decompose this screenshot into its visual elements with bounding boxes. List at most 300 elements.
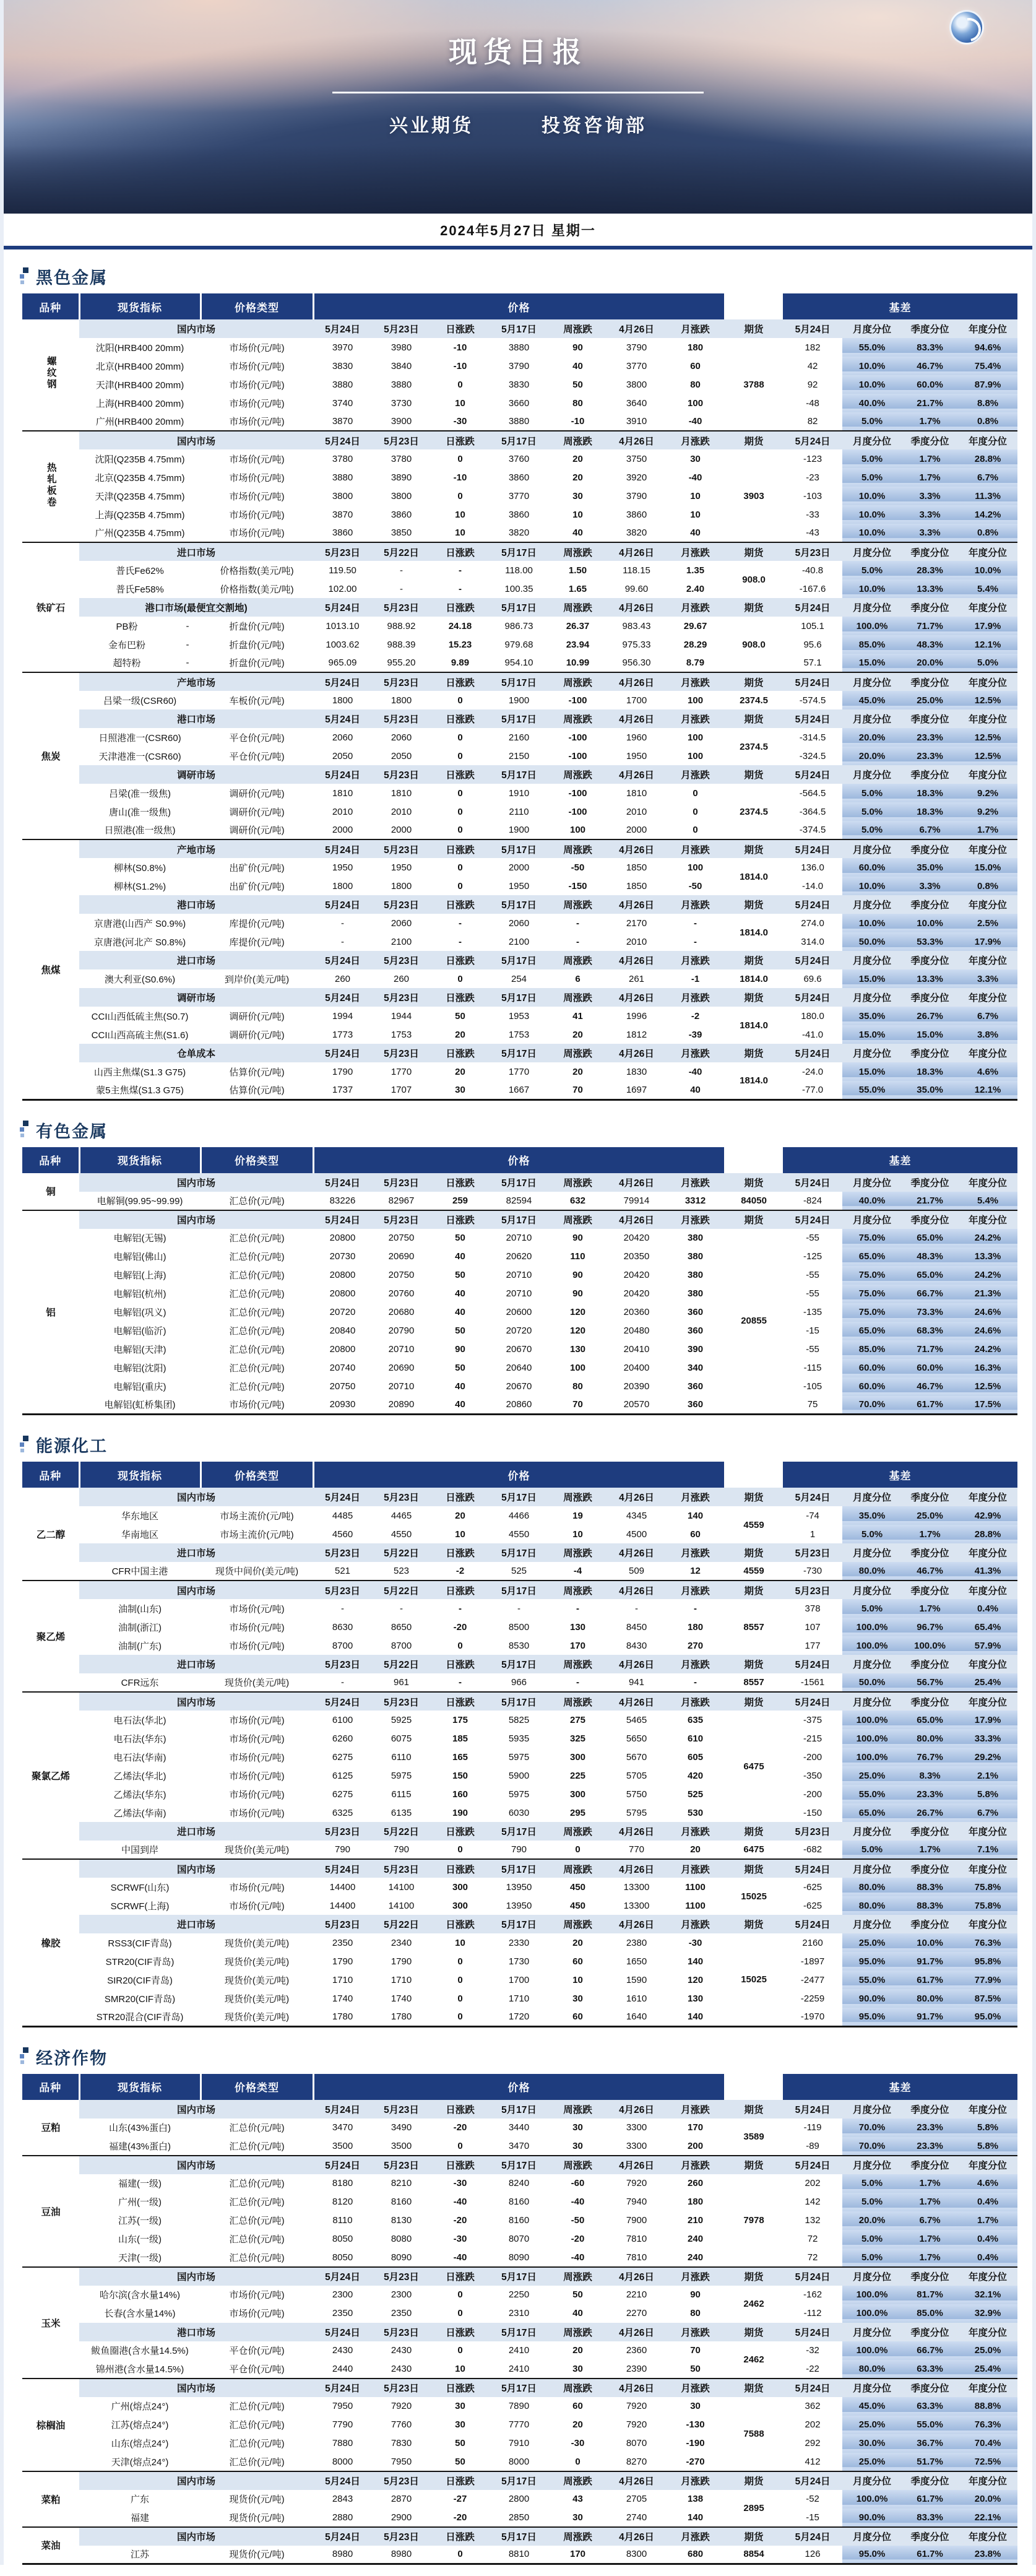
date-column-header: 周涨跌 <box>548 1822 607 1841</box>
market-subheader-row <box>22 2527 1017 2546</box>
price-cell: 5935 <box>490 1729 548 1748</box>
basis-value-cell: -625 <box>783 1878 842 1896</box>
date-column-header: 月涨跌 <box>666 1543 725 1562</box>
change-cell: - <box>548 1599 607 1618</box>
change-cell: -40 <box>431 2249 490 2267</box>
percentile-cell: 80.0% <box>902 1989 958 2008</box>
percentile-cell: 1.7% <box>902 2174 958 2193</box>
price-cell: 5925 <box>372 1711 431 1729</box>
price-cell: 20420 <box>607 1285 666 1303</box>
change-cell: 180 <box>666 1618 725 1636</box>
indicator-cell: STR20混合(CIF青岛) <box>79 2008 201 2026</box>
date-column-header: 周涨跌 <box>548 319 607 338</box>
table-header-row <box>22 2074 1017 2100</box>
change-cell: 20 <box>431 1506 490 1525</box>
change-cell: 525 <box>666 1785 725 1803</box>
table-row <box>22 1766 1017 1785</box>
change-cell: 15.23 <box>431 635 490 654</box>
price-cell: 3640 <box>607 394 666 412</box>
price-cell: 4466 <box>490 1506 548 1525</box>
price-cell: 20930 <box>313 1396 372 1415</box>
price-cell: 3770 <box>607 357 666 375</box>
basis-date-header: 5月23日 <box>783 1581 842 1599</box>
price-cell: 954.10 <box>490 654 548 672</box>
table-row <box>22 2434 1017 2453</box>
price-cell: 1707 <box>372 1081 431 1099</box>
price-type-cell: 市场价(元/吨) <box>201 2304 313 2323</box>
change-cell: - <box>548 1673 607 1692</box>
variety-label: 铜 <box>46 1187 56 1197</box>
percentile-cell: 85.0% <box>842 635 902 654</box>
change-cell: 40 <box>548 357 607 375</box>
percentile-cell: 66.7% <box>902 2341 958 2360</box>
price-cell: 1944 <box>372 1007 431 1025</box>
price-type-cell: 库提价(元/吨) <box>201 914 313 932</box>
variety-label: 橡胶 <box>41 1938 61 1949</box>
market-subheader-row <box>22 1859 1017 1878</box>
price-cell: 988.92 <box>372 617 431 635</box>
change-cell: -50 <box>548 2211 607 2230</box>
market-subheader-row <box>22 1543 1017 1562</box>
change-cell: -20 <box>431 1618 490 1636</box>
basis-date-header: 5月24日 <box>783 895 842 914</box>
percentile-cell: 12.5% <box>958 1377 1017 1396</box>
percentile-cell: 5.0% <box>842 2193 902 2211</box>
percentile-cell: 17.9% <box>958 932 1017 951</box>
price-type-cell: 市场价(元/吨) <box>201 2286 313 2304</box>
price-cell: 2060 <box>372 728 431 747</box>
change-cell: -40 <box>666 468 725 487</box>
table-row <box>22 487 1017 505</box>
futures-cell <box>725 1599 783 1618</box>
price-cell: 6275 <box>313 1785 372 1803</box>
change-cell: 8.79 <box>666 654 725 672</box>
market-subheader-row <box>22 1044 1017 1062</box>
change-cell: 10 <box>548 1525 607 1543</box>
market-label: 国内市场 <box>79 2471 313 2490</box>
futures-cell <box>725 412 783 431</box>
variety-cell <box>22 839 79 1099</box>
change-cell: 120 <box>666 1971 725 1989</box>
futures-column-header: 期货 <box>725 765 783 784</box>
percentile-column-header: 季度分位 <box>902 951 958 969</box>
percentile-cell: 42.9% <box>958 1506 1017 1525</box>
change-cell: 90 <box>666 2286 725 2304</box>
percentile-cell: 28.8% <box>958 1525 1017 1543</box>
date-column-header: 月涨跌 <box>666 1859 725 1878</box>
date-column-header: 5月17日 <box>490 1915 548 1933</box>
market-label: 调研市场 <box>79 765 313 784</box>
price-cell: 1667 <box>490 1081 548 1099</box>
price-cell: 2100 <box>490 932 548 951</box>
price-cell: 20710 <box>490 1285 548 1303</box>
percentile-cell: 100.0% <box>842 1729 902 1748</box>
price-cell: 2010 <box>607 802 666 821</box>
price-cell: 2350 <box>313 2304 372 2323</box>
percentile-cell: 23.8% <box>958 2546 1017 2564</box>
date-column-header: 4月26日 <box>607 1915 666 1933</box>
percentile-cell: 55.0% <box>842 338 902 357</box>
price-cell: 1697 <box>607 1081 666 1099</box>
futures-column-header: 期货 <box>725 672 783 691</box>
table-row <box>22 858 1017 877</box>
price-cell: 5795 <box>607 1803 666 1822</box>
market-label: 进口市场 <box>79 1822 313 1841</box>
percentile-cell: 10.0% <box>842 877 902 895</box>
percentile-cell: 80.0% <box>842 2360 902 2379</box>
basis-value-cell: -162 <box>783 2286 842 2304</box>
percentile-cell: 46.7% <box>902 1562 958 1581</box>
date-column-header: 5月23日 <box>372 2100 431 2118</box>
price-cell: 1740 <box>313 1989 372 2008</box>
indicator-cell <box>79 654 201 672</box>
date-column-header: 日涨跌 <box>431 839 490 858</box>
basis-value-cell: 72 <box>783 2249 842 2267</box>
price-type-cell: 市场价(元/吨) <box>201 449 313 468</box>
price-cell: 2843 <box>313 2490 372 2509</box>
percentile-column-header: 年度分位 <box>958 1581 1017 1599</box>
basis-value-cell: -625 <box>783 1896 842 1915</box>
price-cell: 20860 <box>490 1396 548 1415</box>
date-column-header: 周涨跌 <box>548 839 607 858</box>
price-cell: 20710 <box>372 1340 431 1359</box>
date-column-header: 日涨跌 <box>431 1692 490 1711</box>
market-label: 国内市场 <box>79 1581 313 1599</box>
price-cell: 1850 <box>607 877 666 895</box>
price-cell: 8110 <box>313 2211 372 2230</box>
date-column-header: 日涨跌 <box>431 2323 490 2341</box>
date-column-header: 日涨跌 <box>431 765 490 784</box>
table-header-row <box>22 293 1017 319</box>
percentile-column-header: 季度分位 <box>902 319 958 338</box>
table-row <box>22 468 1017 487</box>
table-row <box>22 2008 1017 2026</box>
market-subheader-row <box>22 709 1017 728</box>
table-row <box>22 691 1017 709</box>
price-cell: 1740 <box>372 1989 431 2008</box>
change-cell: 90 <box>548 1266 607 1285</box>
percentile-cell: 9.2% <box>958 802 1017 821</box>
price-cell: 1790 <box>313 1062 372 1081</box>
percentile-cell: 83.3% <box>902 338 958 357</box>
price-cell: 1737 <box>313 1081 372 1099</box>
percentile-column-header: 月度分位 <box>842 765 902 784</box>
date-column-header: 周涨跌 <box>548 1692 607 1711</box>
market-label: 国内市场 <box>79 431 313 449</box>
basis-value-cell: 2160 <box>783 1933 842 1952</box>
market-subheader-row <box>22 2100 1017 2118</box>
date-column-header: 5月23日 <box>372 839 431 858</box>
percentile-cell: 1.7% <box>958 2211 1017 2230</box>
price-cell: 4550 <box>372 1525 431 1543</box>
percentile-cell: 21.7% <box>902 394 958 412</box>
table-row <box>22 1359 1017 1377</box>
basis-value-cell: -43 <box>783 524 842 542</box>
date-column-header: 5月23日 <box>372 431 431 449</box>
indicator-cell: 天津(一级) <box>79 2249 201 2267</box>
table-row <box>22 1062 1017 1081</box>
price-cell: 1003.62 <box>313 635 372 654</box>
price-cell: 7830 <box>372 2434 431 2453</box>
table-row <box>22 2341 1017 2360</box>
indicator-dash: - <box>186 620 189 631</box>
percentile-cell: 55.0% <box>842 1081 902 1099</box>
price-cell: 2410 <box>490 2341 548 2360</box>
percentile-cell: 30.0% <box>842 2434 902 2453</box>
price-type-cell: 平仓价(元/吨) <box>201 2360 313 2379</box>
price-cell: 3300 <box>607 2137 666 2156</box>
date-column-header: 月涨跌 <box>666 709 725 728</box>
percentile-cell: 9.2% <box>958 784 1017 802</box>
percentile-cell: 60.0% <box>902 375 958 394</box>
price-cell: 3860 <box>490 505 548 524</box>
percentile-cell: 65.0% <box>842 1803 902 1822</box>
date-column-header: 4月26日 <box>607 2267 666 2286</box>
percentile-column-header: 年度分位 <box>958 2471 1017 2490</box>
change-cell: -30 <box>431 2174 490 2193</box>
header-rule <box>4 246 1032 249</box>
change-cell: 80 <box>548 1377 607 1396</box>
date-column-header: 日涨跌 <box>431 1173 490 1192</box>
change-cell: - <box>666 914 725 932</box>
percentile-cell: 75.8% <box>958 1878 1017 1896</box>
section-nonferrous-metals <box>4 1112 1032 1416</box>
price-cell: 2390 <box>607 2360 666 2379</box>
price-cell: 2380 <box>607 1933 666 1952</box>
percentile-column-header: 季度分位 <box>902 1915 958 1933</box>
date-column-header: 5月17日 <box>490 2527 548 2546</box>
basis-value-cell: -324.5 <box>783 747 842 765</box>
price-cell: 2330 <box>490 1933 548 1952</box>
indicator-cell: STR20(CIF青岛) <box>79 1952 201 1971</box>
date-column-header: 日涨跌 <box>431 1859 490 1878</box>
futures-column-header: 期货 <box>725 2156 783 2174</box>
variety-cell <box>22 2379 79 2471</box>
change-cell: -30 <box>548 2434 607 2453</box>
futures-column-header: 期货 <box>725 2379 783 2397</box>
market-subheader-row <box>22 2156 1017 2174</box>
bullet-square <box>23 1436 28 1441</box>
percentile-cell: 25.4% <box>958 2360 1017 2379</box>
percentile-column-header: 月度分位 <box>842 2267 902 2286</box>
price-cell: 20800 <box>313 1285 372 1303</box>
percentile-cell: 15.0% <box>902 1025 958 1044</box>
table-row <box>22 2230 1017 2249</box>
change-cell: 360 <box>666 1322 725 1340</box>
market-label: 国内市场 <box>79 2527 313 2546</box>
percentile-cell: 60.0% <box>842 858 902 877</box>
price-cell: 20840 <box>313 1322 372 1340</box>
change-cell: 23.94 <box>548 635 607 654</box>
change-cell: 20 <box>431 1025 490 1044</box>
company-logo-icon <box>949 10 984 45</box>
futures-column-header: 期货 <box>725 1915 783 1933</box>
change-cell: 260 <box>666 2174 725 2193</box>
futures-cell: 6475 <box>725 1711 783 1822</box>
table-row <box>22 524 1017 542</box>
price-cell: 2300 <box>372 2286 431 2304</box>
percentile-cell: 100.0% <box>842 2304 902 2323</box>
percentile-cell: 5.8% <box>958 1785 1017 1803</box>
price-type-cell: 调研价(元/吨) <box>201 821 313 839</box>
price-cell: 4560 <box>313 1525 372 1543</box>
price-cell: 7760 <box>372 2416 431 2434</box>
section-header <box>4 258 1032 293</box>
price-cell: 2740 <box>607 2509 666 2527</box>
price-type-cell: 市场价(元/吨) <box>201 1729 313 1748</box>
bullet-square <box>20 1449 24 1452</box>
price-type-cell: 汇总价(元/吨) <box>201 1247 313 1266</box>
futures-cell <box>725 394 783 412</box>
price-type-cell: 市场价(元/吨) <box>201 1896 313 1915</box>
date-column-header: 5月23日 <box>372 1488 431 1506</box>
indicator-cell: 华南地区 <box>79 1525 201 1543</box>
percentile-cell: 15.0% <box>958 858 1017 877</box>
percentile-cell: 5.0% <box>842 1599 902 1618</box>
percentile-cell: 20.0% <box>842 728 902 747</box>
price-type-cell: 市场价(元/吨) <box>201 1711 313 1729</box>
date-column-header: 4月26日 <box>607 1210 666 1229</box>
date-column-header: 5月17日 <box>490 1822 548 1841</box>
variety-label: 铝 <box>46 1308 56 1319</box>
percentile-cell: 60.0% <box>842 1377 902 1396</box>
percentile-cell: 55.0% <box>842 1971 902 1989</box>
price-cell: 20670 <box>490 1340 548 1359</box>
price-cell: 119.50 <box>313 561 372 579</box>
percentile-cell: 76.7% <box>902 1748 958 1766</box>
change-cell: -100 <box>548 747 607 765</box>
price-cell: 986.73 <box>490 617 548 635</box>
price-cell: 7950 <box>313 2397 372 2416</box>
date-column-header: 周涨跌 <box>548 2323 607 2341</box>
price-cell: 2100 <box>372 932 431 951</box>
date-column-header: 5月24日 <box>313 895 372 914</box>
change-cell: 140 <box>666 1506 725 1525</box>
basis-value-cell: -55 <box>783 1340 842 1359</box>
variety-cell <box>22 1859 79 2026</box>
date-column-header: 5月17日 <box>490 1044 548 1062</box>
price-cell: 3770 <box>490 487 548 505</box>
market-subheader-row <box>22 2379 1017 2397</box>
percentile-column-header: 月度分位 <box>842 2379 902 2397</box>
basis-value-cell: -1970 <box>783 2008 842 2026</box>
price-cell: 975.33 <box>607 635 666 654</box>
date-column-header: 日涨跌 <box>431 2379 490 2397</box>
basis-date-header: 5月24日 <box>783 2267 842 2286</box>
futures-cell: 2374.5 <box>725 802 783 821</box>
basis-value-cell: -33 <box>783 505 842 524</box>
price-cell: 20740 <box>313 1359 372 1377</box>
variety-cell <box>22 1581 79 1692</box>
date-column-header: 周涨跌 <box>548 1044 607 1062</box>
percentile-cell: 50.0% <box>842 1673 902 1692</box>
futures-column-header: 期货 <box>725 839 783 858</box>
date-column-header: 4月26日 <box>607 2471 666 2490</box>
date-column-header: 4月26日 <box>607 951 666 969</box>
date-column-header: 5月23日 <box>313 1581 372 1599</box>
date-column-header: 5月23日 <box>313 1915 372 1933</box>
price-cell: 7920 <box>607 2416 666 2434</box>
percentile-column-header: 季度分位 <box>902 1210 958 1229</box>
percentile-cell: 55.0% <box>902 2416 958 2434</box>
change-cell: 210 <box>666 2211 725 2230</box>
variety-label: 豆粕 <box>41 2123 61 2133</box>
price-cell: 8050 <box>313 2249 372 2267</box>
price-cell: 1953 <box>490 1007 548 1025</box>
price-cell: 2430 <box>372 2341 431 2360</box>
change-cell: -40 <box>548 2249 607 2267</box>
basis-date-header: 5月24日 <box>783 988 842 1007</box>
basis-value-cell: 274.0 <box>783 914 842 932</box>
percentile-column-header: 年度分位 <box>958 1692 1017 1711</box>
date-column-header: 月涨跌 <box>666 672 725 691</box>
price-cell: 790 <box>372 1841 431 1859</box>
column-header: 价格 <box>313 1462 725 1488</box>
change-cell: 90 <box>548 338 607 357</box>
date-column-header: 周涨跌 <box>548 1581 607 1599</box>
change-cell: 180 <box>666 338 725 357</box>
percentile-cell: 0.4% <box>958 2249 1017 2267</box>
change-cell: 450 <box>548 1896 607 1915</box>
change-cell: -100 <box>548 728 607 747</box>
price-cell: 20800 <box>313 1266 372 1285</box>
percentile-cell: 5.0% <box>842 412 902 431</box>
price-cell: 7770 <box>490 2416 548 2434</box>
basis-date-header: 5月23日 <box>783 1822 842 1841</box>
percentile-column-header: 季度分位 <box>902 672 958 691</box>
percentile-column-header: 月度分位 <box>842 2100 902 2118</box>
date-column-header: 4月26日 <box>607 2100 666 2118</box>
percentile-column-header: 月度分位 <box>842 1655 902 1673</box>
market-label: 国内市场 <box>79 1488 313 1506</box>
price-cell: 1950 <box>313 858 372 877</box>
price-cell: 2350 <box>313 1933 372 1952</box>
percentile-cell: 75.8% <box>958 1896 1017 1915</box>
percentile-cell: 10.0% <box>902 1933 958 1952</box>
table-row <box>22 747 1017 765</box>
change-cell: 0 <box>431 691 490 709</box>
date-column-header: 周涨跌 <box>548 672 607 691</box>
percentile-cell: 85.0% <box>842 1340 902 1359</box>
bullet-square <box>20 1134 24 1137</box>
price-cell: 1900 <box>490 691 548 709</box>
change-cell: 1.65 <box>548 579 607 598</box>
change-cell: 20 <box>548 2416 607 2434</box>
indicator-cell: 吕梁一级(CSR60) <box>79 691 201 709</box>
futures-cell: 2462 <box>725 2286 783 2323</box>
percentile-cell: 21.7% <box>902 1192 958 1210</box>
table-row <box>22 1377 1017 1396</box>
date-column-header: 日涨跌 <box>431 895 490 914</box>
futures-cell: 7588 <box>725 2397 783 2471</box>
market-label: 国内市场 <box>79 2267 313 2286</box>
percentile-column-header: 季度分位 <box>902 2156 958 2174</box>
basis-date-header: 5月24日 <box>783 765 842 784</box>
indicator-cell: 广州(一级) <box>79 2193 201 2211</box>
header-banner-photo <box>4 0 1032 214</box>
price-cell: 3840 <box>372 357 431 375</box>
column-header: 品种 <box>22 293 79 319</box>
variety-cell <box>22 2100 79 2156</box>
table-row <box>22 1803 1017 1822</box>
change-cell: 30 <box>548 1989 607 2008</box>
market-label: 国内市场 <box>79 2379 313 2397</box>
change-cell: 20 <box>548 1933 607 1952</box>
percentile-cell: 35.0% <box>902 1081 958 1099</box>
change-cell: 10 <box>431 505 490 524</box>
price-cell: 2880 <box>313 2509 372 2527</box>
basis-value-cell: -105 <box>783 1377 842 1396</box>
